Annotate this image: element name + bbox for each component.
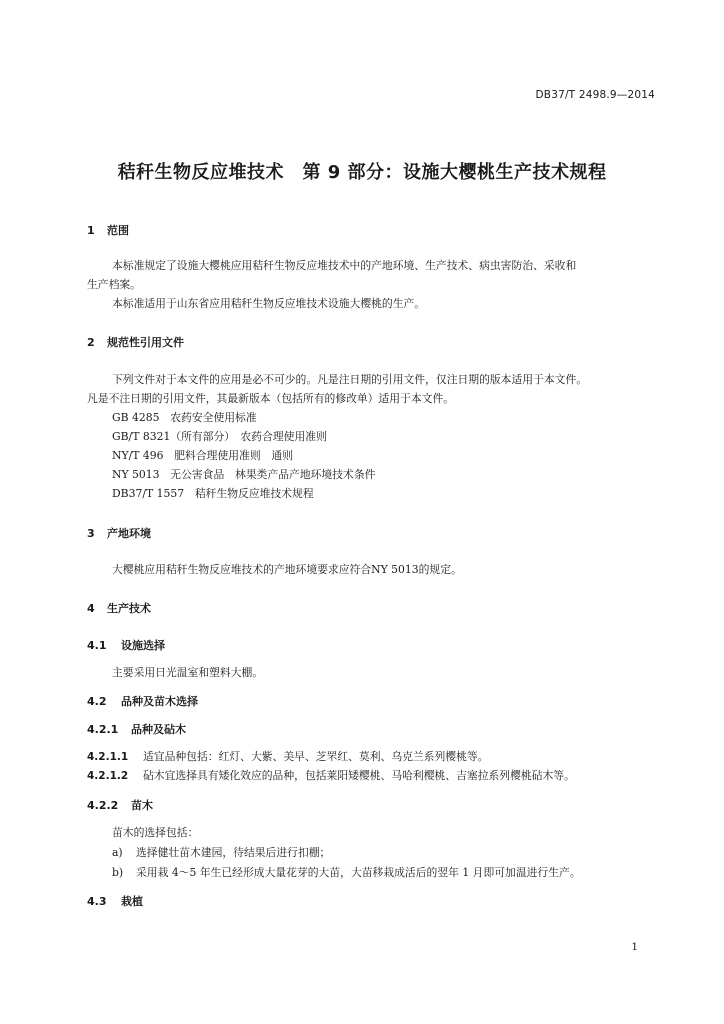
section-number: 2 <box>87 336 95 349</box>
section-title: 产地环境 <box>107 527 151 540</box>
clause-number: 4.2.1.1 <box>87 751 129 763</box>
paragraph-continuation: 生产档案。 <box>87 278 141 291</box>
section-title: 设施选择 <box>121 639 165 652</box>
list-marker: a) <box>112 846 123 859</box>
subsection-4-2-heading <box>87 693 198 709</box>
list-text: 采用栽 4～5 年生已经形成大量花芽的大苗，大苗移栽成活后的翌年 1 月即可加温进行生产。 <box>136 866 581 879</box>
section-3-heading <box>87 525 151 541</box>
document-title: 秸秆生物反应堆技术 第 9 部分：设施大樱桃生产技术规程 <box>117 162 607 183</box>
section-number: 4.3 <box>87 895 107 908</box>
section-number: 4.2.2 <box>87 799 119 812</box>
reference-item: DB37/T 1557 秸秆生物反应堆技术规程 <box>112 487 314 500</box>
section-1-heading <box>87 222 129 238</box>
section-number: 3 <box>87 527 95 540</box>
paragraph: 主要采用日光温室和塑料大棚。 <box>112 666 264 679</box>
section-number: 4.2 <box>87 695 107 708</box>
clause-text: 砧木宜选择具有矮化效应的品种，包括莱阳矮樱桃、马哈利樱桃、吉塞拉系列樱桃砧木等。 <box>143 769 575 782</box>
clause-number: 4.2.1.2 <box>87 770 129 782</box>
reference-item: NY 5013 无公害食品 林果类产品产地环境技术条件 <box>112 468 376 481</box>
subsection-4-1-heading <box>87 637 165 653</box>
paragraph: 大樱桃应用秸秆生物反应堆技术的产地环境要求应符合NY 5013的规定。 <box>112 563 462 576</box>
section-number: 1 <box>87 224 95 237</box>
subsection-4-2-1-heading <box>87 721 186 737</box>
clause-item <box>87 768 575 783</box>
paragraph: 本标准适用于山东省应用秸秆生物反应堆技术设施大樱桃的生产。 <box>112 297 426 310</box>
list-item <box>112 845 330 860</box>
list-item <box>112 865 581 880</box>
paragraph: 苗木的选择包括： <box>112 826 199 839</box>
paragraph: 下列文件对于本文件的应用是必不可少的。凡是注日期的引用文件，仅注日期的版本适用于本文件。 <box>112 373 588 386</box>
clause-text: 适宜品种包括：红灯、大紫、美早、芝罘红、莫利、乌克兰系列樱桃等。 <box>143 750 489 763</box>
list-marker: b) <box>112 866 124 879</box>
section-number: 4.1 <box>87 639 107 652</box>
subsection-4-2-2-heading <box>87 797 153 813</box>
section-title: 苗木 <box>131 799 153 812</box>
section-4-heading <box>87 600 151 616</box>
section-title: 栽植 <box>121 895 143 908</box>
section-title: 品种及苗木选择 <box>121 695 198 708</box>
section-2-heading <box>87 334 184 350</box>
paragraph: 本标准规定了设施大樱桃应用秸秆生物反应堆技术中的产地环境、生产技术、病虫害防治、采收和 <box>112 259 577 272</box>
reference-item: GB 4285 农药安全使用标准 <box>112 411 257 424</box>
reference-item: GB/T 8321（所有部分） 农药合理使用准则 <box>112 430 327 443</box>
page-number: 1 <box>631 941 638 953</box>
clause-item <box>87 749 489 764</box>
section-number: 4 <box>87 602 95 615</box>
section-title: 生产技术 <box>107 602 151 615</box>
section-title: 范围 <box>107 224 129 237</box>
standard-code: DB37/T 2498.9—2014 <box>535 89 655 101</box>
subsection-4-3-heading <box>87 893 143 909</box>
paragraph-continuation: 凡是不注日期的引用文件，其最新版本（包括所有的修改单）适用于本文件。 <box>87 392 455 405</box>
section-title: 规范性引用文件 <box>107 336 184 349</box>
section-title: 品种及砧木 <box>131 723 186 736</box>
section-number: 4.2.1 <box>87 723 119 736</box>
list-text: 选择健壮苗木建园，待结果后进行扣棚； <box>136 846 331 859</box>
reference-item: NY/T 496 肥料合理使用准则 通则 <box>112 449 294 462</box>
